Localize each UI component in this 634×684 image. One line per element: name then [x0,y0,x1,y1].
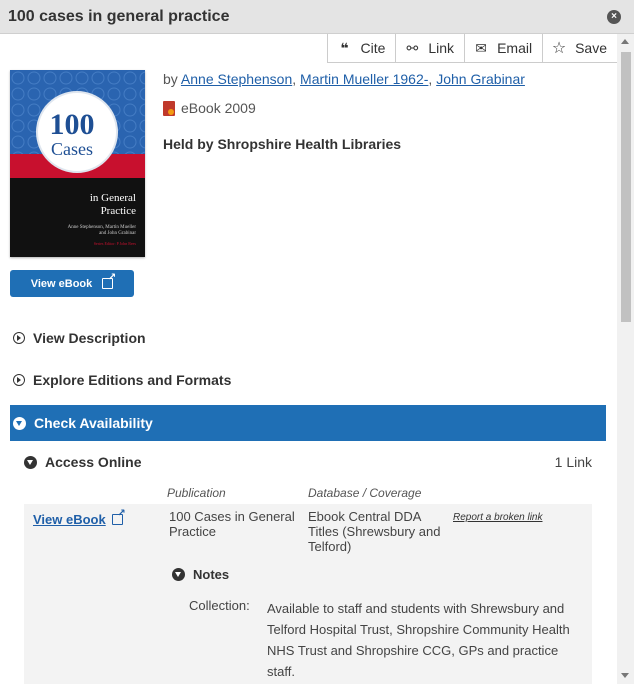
cover-subtitle-1: in General [89,192,136,204]
book-cover-art [10,70,145,257]
star-outline-icon: ☆ [551,40,567,57]
held-by: Held by Shropshire Health Libraries [163,136,402,152]
view-ebook-link[interactable] [33,512,123,527]
external-link-icon [102,278,113,289]
external-link-icon [112,514,123,525]
author-link-3[interactable]: John Grabinar [436,71,525,87]
by-prefix: by [163,71,178,87]
link-button[interactable] [396,34,465,62]
database-column-header: Database / Coverage [308,486,422,500]
check-availability-label: Check Availability [34,415,153,431]
email-label: Email [497,40,533,56]
format-text: eBook 2009 [181,100,256,116]
check-availability-toggle[interactable] [10,405,606,441]
view-ebook-label: View eBook [30,277,93,290]
vertical-scrollbar[interactable] [617,34,634,684]
view-description-toggle[interactable] [10,324,606,352]
notes-label: Notes [193,567,230,582]
collection-label: Collection: [189,598,250,613]
collapse-down-icon [24,456,37,469]
view-ebook-link-label: View eBook [33,512,106,527]
explore-editions-label: Explore Editions and Formats [33,372,232,388]
collection-text: Available to staff and students with Shrewsbury and Telford Hospital Trust, Shropshire Community Health NHS Trust and Shropshire CCG, GPs and practice staff. [267,601,570,679]
notes-toggle[interactable] [172,567,229,582]
link-count: 1 Link [554,454,592,470]
view-description-label: View Description [33,330,146,346]
chain-link-icon: ⚯ [406,39,419,56]
ebook-icon [163,101,175,116]
cover-authors-2: and John Grabinar [99,231,136,236]
cover-series: Series Editor: P John Rees [93,241,136,246]
close-icon[interactable]: × [607,10,621,24]
publication-value: 100 Cases in General Practice [169,509,295,539]
cover-authors-1: Anne Stephenson, Martin Mueller [67,225,136,230]
database-value: Ebook Central DDA Titles (Shrewsbury and Telford) [308,509,441,554]
explore-editions-toggle[interactable] [10,366,606,394]
window-titlebar [0,0,634,34]
window-title: 100 cases in general practice [8,8,230,25]
link-label: Link [428,40,455,56]
publication-column-header: Publication [167,486,226,500]
expand-right-icon [13,374,25,386]
cover-subtitle-2: Practice [100,205,136,217]
cite-button[interactable] [328,34,396,62]
access-online-label: Access Online [45,454,142,470]
author-line: by Anne Stephenson, Martin Mueller 1962-, John Grabinar [163,71,525,87]
save-button[interactable] [543,34,617,62]
author-link-2[interactable]: Martin Mueller 1962- [300,71,429,87]
cover-word: Cases [51,139,93,159]
scroll-down-arrow-icon[interactable] [621,673,629,678]
book-cover[interactable] [10,70,145,257]
collapse-down-icon [13,417,26,430]
envelope-icon: ✉ [475,39,487,56]
save-label: Save [575,40,607,56]
expand-right-icon [13,332,25,344]
author-link-1[interactable]: Anne Stephenson [180,71,293,87]
email-button[interactable] [465,34,543,62]
report-broken-link[interactable]: Report a broken link [453,512,543,523]
record-metadata [163,70,525,152]
access-online-toggle[interactable] [24,452,606,472]
collapse-down-icon [172,568,185,581]
action-toolbar [327,34,617,63]
scroll-up-arrow-icon[interactable] [621,39,629,44]
view-ebook-button[interactable] [10,270,134,297]
quote-icon: ❝ [340,39,349,56]
scrollbar-thumb[interactable] [621,52,631,322]
format-line [163,100,256,116]
cite-label: Cite [360,40,386,56]
cover-number: 100 [49,108,95,141]
